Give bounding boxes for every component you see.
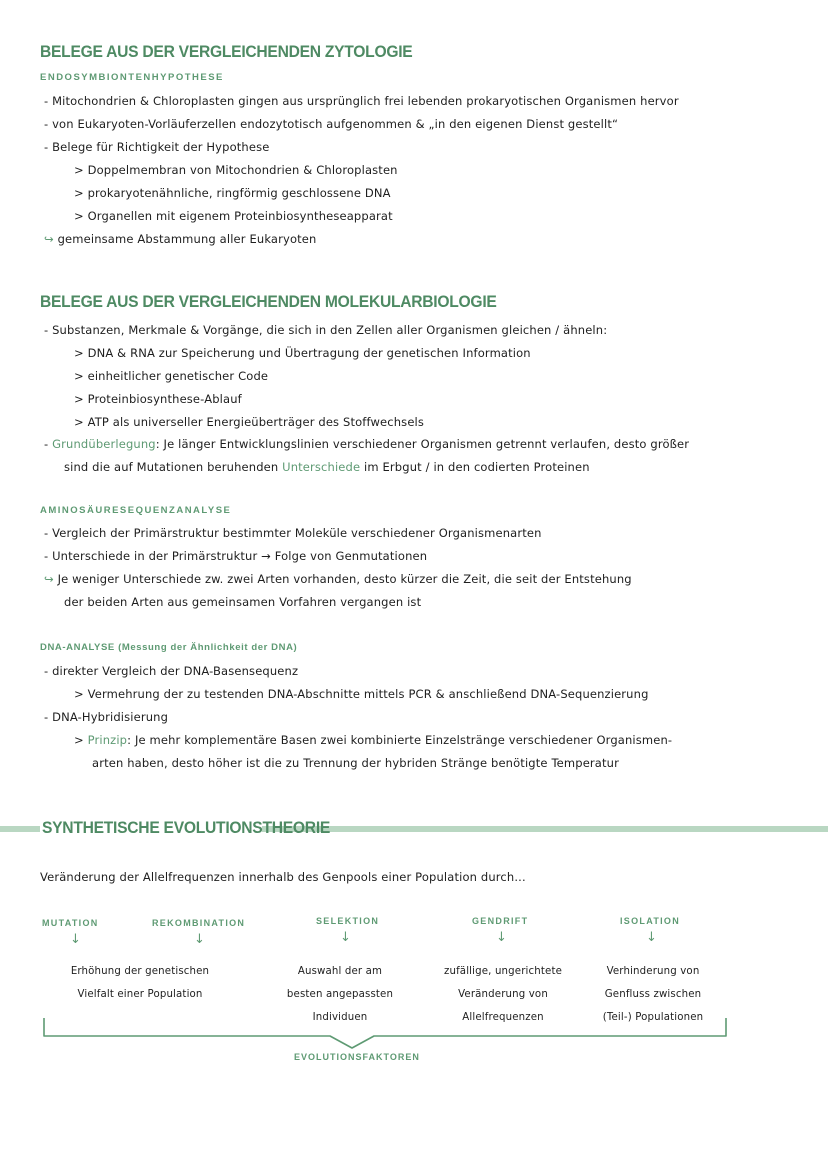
down-arrow-icon: ↓ (70, 932, 81, 947)
factor-label-gendrift: GENDRIFT (472, 916, 529, 926)
text-line: > Proteinbiosynthese-Ablauf (74, 392, 242, 406)
down-arrow-icon: ↓ (194, 932, 205, 947)
factor-desc-isolation: Verhinderung von Genfluss zwischen (Teil-) Populationen (602, 966, 704, 1023)
factor-label-rekombination: REKOMBINATION (152, 918, 246, 928)
section-title-zytologie: BELEGE AUS DER VERGLEICHENDEN ZYTOLOGIE (40, 42, 413, 61)
section-title-synthetische-evolutionstheorie: SYNTHETISCHE EVOLUTIONSTHEORIE (42, 818, 331, 837)
text-line: der beiden Arten aus gemeinsamen Vorfahren vergangen ist (64, 595, 422, 609)
text-line: arten haben, desto höher ist die zu Trennung der hybriden Stränge benötigte Temperatur (92, 756, 619, 770)
text-line: > prokaryotenähnliche, ringförmig geschlossene DNA (74, 186, 391, 200)
text-line: > ATP als universeller Energieüberträger des Stoffwechsels (74, 415, 425, 429)
down-arrow-icon: ↓ (496, 930, 507, 945)
text-line: sind die auf Mutationen beruhenden Unterschiede im Erbgut / in den codierten Proteinen (64, 460, 590, 474)
text-line: - Belege für Richtigkeit der Hypothese (44, 140, 270, 154)
hook-arrow-icon: ↪ (44, 572, 54, 586)
text-line: > Vermehrung der zu testenden DNA-Abschnitte mittels PCR & anschließend DNA-Sequenzierung (74, 687, 649, 701)
text-line: > Organellen mit eigenem Proteinbiosyntheseapparat (74, 209, 393, 223)
factor-desc-mutation-rekombination: Erhöhung der genetischen Vielfalt einer Population (70, 966, 210, 1000)
factor-desc-selektion: Auswahl der am besten angepassten Individuen (286, 966, 394, 1023)
highlight-unterschiede: Unterschiede (282, 460, 361, 474)
section-title-molekularbiologie: BELEGE AUS DER VERGLEICHENDEN MOLEKULARBIOLOGIE (40, 292, 497, 311)
down-arrow-icon: ↓ (646, 930, 657, 945)
text-line: - Grundüberlegung: Je länger Entwicklungslinien verschiedener Organismen getrennt verlaufen, desto größer (44, 437, 690, 451)
text-line: ↪ gemeinsame Abstammung aller Eukaryoten (44, 232, 317, 246)
text-line: - Unterschiede in der Primärstruktur → Folge von Genmutationen (44, 549, 428, 563)
text-line: - direkter Vergleich der DNA-Basensequenz (44, 664, 299, 678)
text-line: > DNA & RNA zur Speicherung und Übertragung der genetischen Information (74, 346, 531, 360)
text-line: > einheitlicher genetischer Code (74, 369, 269, 383)
brace-label-evolutionsfaktoren: EVOLUTIONSFAKTOREN (294, 1052, 420, 1062)
factor-desc-gendrift: zufällige, ungerichtete Veränderung von Allelfrequenzen (443, 966, 563, 1023)
text-line: ↪ Je weniger Unterschiede zw. zwei Arten vorhanden, desto kürzer die Zeit, die seit der Entstehung (44, 572, 632, 586)
hook-arrow-icon: ↪ (44, 232, 54, 246)
factor-label-selektion: SELEKTION (316, 916, 380, 926)
text-line: > Doppelmembran von Mitochondrien & Chloroplasten (74, 163, 398, 177)
text-line: - Vergleich der Primärstruktur bestimmter Moleküle verschiedener Organismenarten (44, 526, 542, 540)
highlight-prinzip: Prinzip (87, 733, 128, 747)
intro-line: Veränderung der Allelfrequenzen innerhalb des Genpools einer Population durch... (40, 870, 526, 884)
subtitle-endosymbiontenhypothese: ENDOSYMBIONTENHYPOTHESE (40, 72, 224, 83)
text-line: - von Eukaryoten-Vorläuferzellen endozytotisch aufgenommen & „in den eigenen Dienst gestellt“ (44, 117, 619, 131)
subtitle-aminosaeuresequenzanalyse: AMINOSÄURESEQUENZANALYSE (40, 505, 232, 516)
factor-label-isolation: ISOLATION (620, 916, 681, 926)
factor-label-mutation: MUTATION (42, 918, 99, 928)
text-line: - DNA-Hybridisierung (44, 710, 169, 724)
subtitle-dna-analyse: DNA-ANALYSE (Messung der Ähnlichkeit der DNA) (40, 642, 298, 653)
down-arrow-icon: ↓ (340, 930, 351, 945)
highlight-grundueberlegung: Grundüberlegung (52, 437, 156, 451)
text-line: > Prinzip: Je mehr komplementäre Basen zwei kombinierte Einzelstränge verschiedener Organismen- (74, 733, 673, 747)
text-line: - Substanzen, Merkmale & Vorgänge, die sich in den Zellen aller Organismen gleichen / ähneln: (44, 323, 608, 337)
text-line: - Mitochondrien & Chloroplasten gingen aus ursprünglich frei lebenden prokaryotischen Organismen hervor (44, 94, 679, 108)
